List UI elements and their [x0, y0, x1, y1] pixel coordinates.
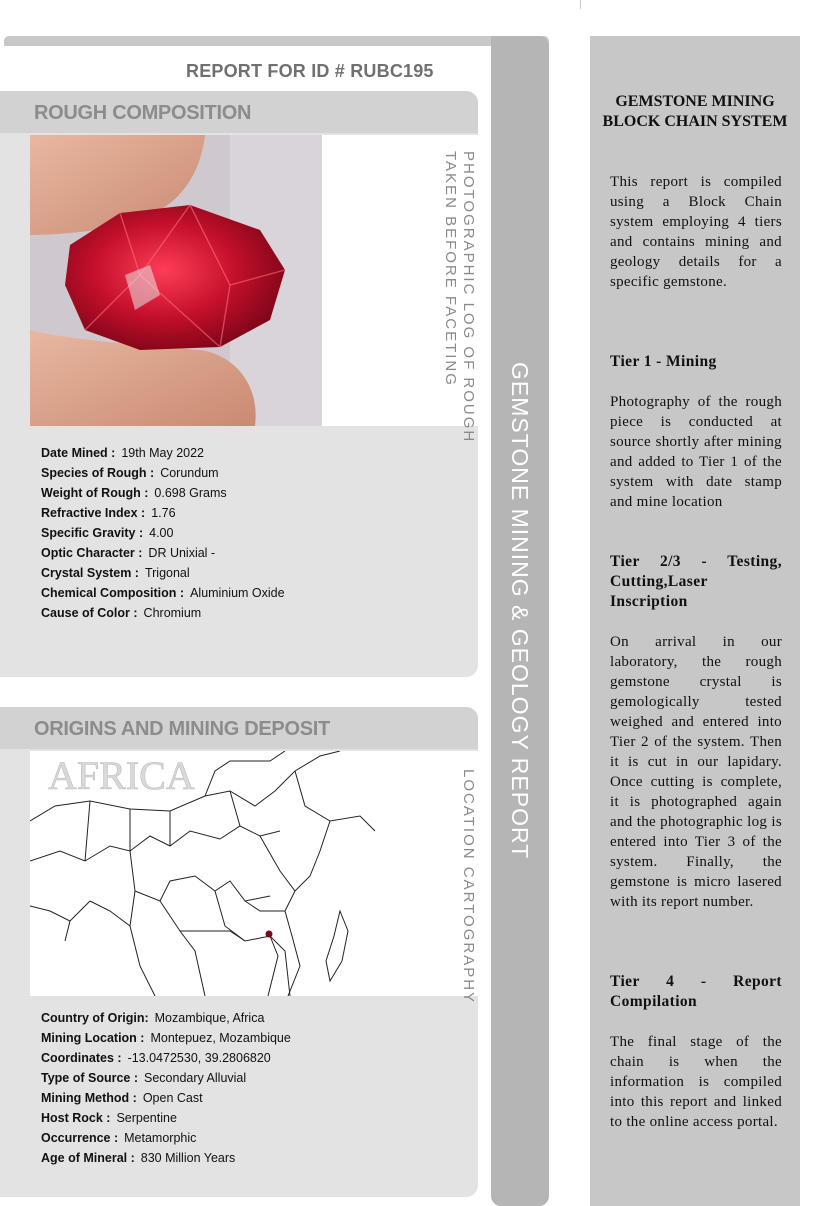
rough-photo-frame: [30, 135, 478, 426]
origins-panel: [0, 707, 478, 1197]
field-cause-of-color: Cause of Color : Chromium: [41, 606, 202, 620]
field-species: Species of Rough : Corundum: [41, 466, 219, 480]
sidebar-title: GEMSTONE MINING BLOCK CHAIN SYSTEM: [602, 93, 788, 130]
top-divider: [4, 36, 549, 46]
rough-panel-header: [0, 91, 478, 133]
field-occurrence: Occurrence : Metamorphic: [41, 1131, 197, 1145]
vertical-banner-text: GEMSTONE MINING & GEOLOGY REPORT: [507, 362, 533, 860]
map-label-africa: AFRICA: [48, 753, 195, 798]
field-coordinates: Coordinates : -13.0472530, 39.2806820: [41, 1051, 271, 1065]
tier23-text: On arrival in our laboratory, the rough gemstone crystal is gemologically tested weighed and entered into Tier 2 of the system. Then it is cut in our lapidary. Once cutting is complete, it is photographed again and the photographic log is entered into Tier 3 of the system. Finally, the gemstone is micro lasered with its report number.: [610, 634, 782, 910]
rough-panel-title: ROUGH COMPOSITION: [34, 102, 252, 124]
field-host-rock: Host Rock : Serpentine: [41, 1111, 177, 1125]
field-country: Country of Origin: Mozambique, Africa: [41, 1011, 265, 1025]
tier23-heading: Tier 2/3 - Testing, Cutting,Laser Inscription: [610, 553, 782, 610]
tier4-text: The final stage of the chain is when the information is compiled into this report and linked to the online access portal.: [610, 1034, 782, 1130]
field-mining-method: Mining Method : Open Cast: [41, 1091, 203, 1105]
tier1-text: Photography of the rough piece is conducted at source shortly after mining and added to Tier 1 of the system with date stamp and mine location: [610, 394, 782, 510]
field-age-of-mineral: Age of Mineral : 830 Million Years: [41, 1151, 236, 1165]
field-mining-location: Mining Location : Montepuez, Mozambique: [41, 1031, 291, 1045]
field-optic-character: Optic Character : DR Unixial -: [41, 546, 216, 560]
field-specific-gravity: Specific Gravity : 4.00: [41, 526, 174, 540]
map-caption: LOCATION CARTOGRAPHY: [460, 769, 477, 1005]
ruby-crystal-photo: [30, 135, 322, 426]
field-weight: Weight of Rough : 0.698 Grams: [41, 486, 227, 500]
africa-map: [30, 751, 380, 996]
field-crystal-system: Crystal System : Trigonal: [41, 566, 190, 580]
origins-panel-title: ORIGINS AND MINING DEPOSIT: [34, 718, 330, 740]
field-date-mined: Date Mined : 19th May 2022: [41, 446, 205, 460]
report-id-title: REPORT FOR ID # RUBC195: [186, 61, 434, 81]
origins-panel-header: [0, 707, 478, 749]
top-tick-mark: [580, 0, 581, 9]
rough-photo-caption: PHOTOGRAPHIC LOG OF ROUGH TAKEN BEFORE FACETING: [442, 151, 477, 444]
field-source-type: Type of Source : Secondary Alluvial: [41, 1071, 247, 1085]
rough-composition-panel: [0, 91, 478, 677]
field-chemical-composition: Chemical Composition : Aluminium Oxide: [41, 586, 285, 600]
location-marker-icon: [266, 931, 273, 938]
sidebar-intro: This report is compiled using a Block Chain system employing 4 tiers and contains mining and geology details for a specific gemstone.: [610, 174, 782, 290]
tier4-heading: Tier 4 - Report Compilation: [610, 973, 782, 1010]
field-refractive-index: Refractive Index : 1.76: [41, 506, 176, 520]
map-frame: [30, 751, 478, 996]
tier1-heading: Tier 1 - Mining: [610, 353, 717, 370]
